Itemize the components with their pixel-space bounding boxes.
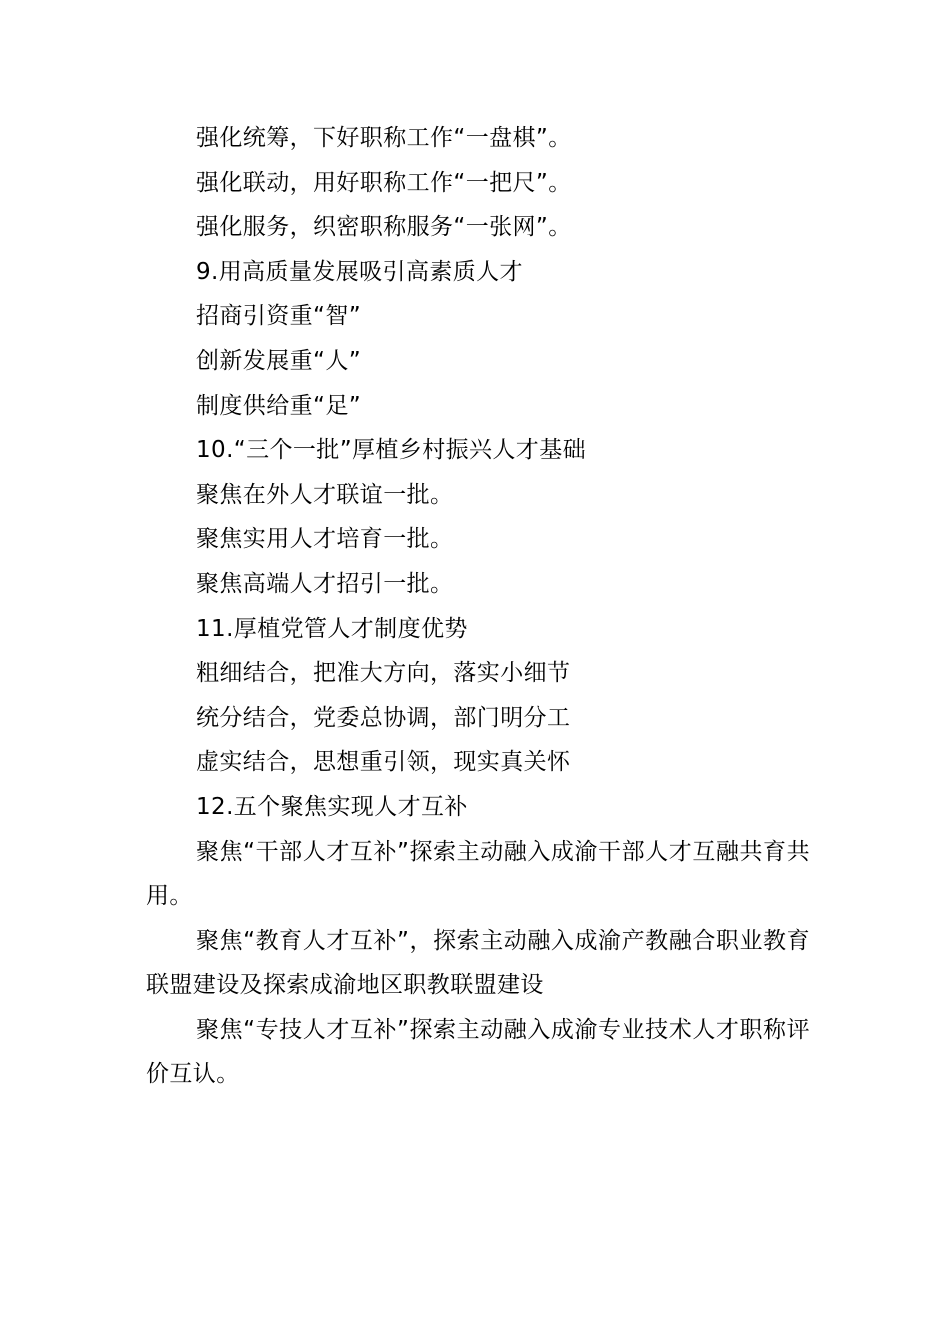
section-heading: 11.厚植党管人才制度优势 bbox=[196, 615, 468, 642]
text-line: 制度供给重“足” bbox=[196, 392, 362, 419]
text-line: 强化联动，用好职称工作“一把尺”。 bbox=[196, 169, 572, 196]
text-line: 强化服务，织密职称服务“一张网”。 bbox=[196, 214, 572, 241]
text-line: 统分结合，党委总协调，部门明分工 bbox=[196, 704, 571, 731]
paragraph: 聚焦“干部人才互补”探索主动融入成渝干部人才互融共育共用。 bbox=[146, 838, 810, 910]
text-line: 招商引资重“智” bbox=[196, 303, 362, 330]
document-body bbox=[146, 116, 810, 1097]
section-heading: 12.五个聚焦实现人才互补 bbox=[196, 793, 468, 820]
section-heading: 10.“三个一批”厚植乡村振兴人才基础 bbox=[196, 437, 587, 464]
text-line: 聚焦在外人才联谊一批。 bbox=[196, 481, 454, 508]
paragraph: 聚焦“教育人才互补”，探索主动融入成渝产教融合职业教育联盟建设及探索成渝地区职教联盟建设 bbox=[146, 927, 810, 999]
text-line: 聚焦实用人才培育一批。 bbox=[196, 526, 454, 553]
text-line: 虚实结合，思想重引领，现实真关怀 bbox=[196, 749, 571, 776]
text-line: 聚焦高端人才招引一批。 bbox=[196, 570, 454, 597]
paragraph: 聚焦“专技人才互补”探索主动融入成渝专业技术人才职称评价互认。 bbox=[146, 1016, 810, 1088]
text-line: 粗细结合，把准大方向，落实小细节 bbox=[196, 660, 571, 687]
text-line: 创新发展重“人” bbox=[196, 347, 362, 374]
text-line: 强化统筹，下好职称工作“一盘棋”。 bbox=[196, 125, 572, 151]
section-heading: 9.用高质量发展吸引高素质人才 bbox=[196, 258, 523, 285]
